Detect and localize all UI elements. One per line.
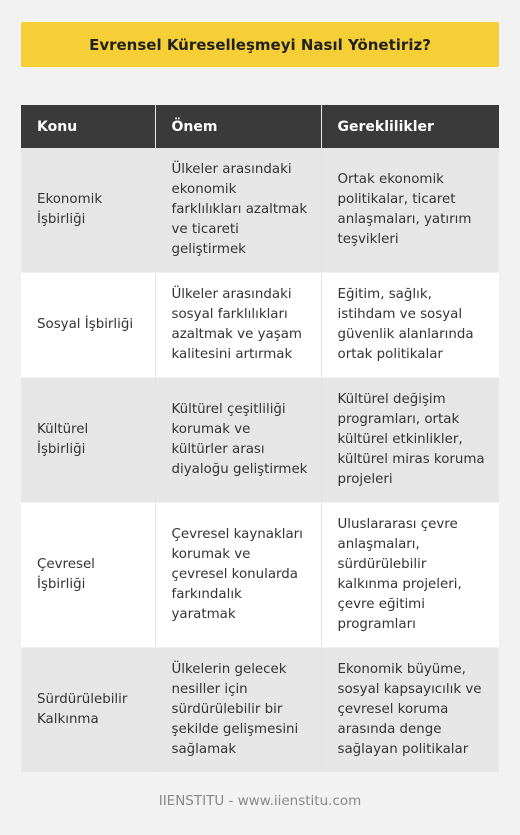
topic-cell: Sosyal İşbirliği (21, 273, 155, 378)
requirements-cell: Eğitim, sağlık, istihdam ve sosyal güvenlik alanlarında ortak politikalar (321, 273, 499, 378)
table-header-row (21, 105, 499, 148)
importance-cell: Ülkeler arasındaki ekonomik farklılıkları azaltmak ve ticareti geliştirmek (155, 148, 321, 273)
importance-cell: Çevresel kaynakları korumak ve çevresel konularda farkındalık yaratmak (155, 503, 321, 648)
requirements-cell: Ekonomik büyüme, sosyal kapsayıcılık ve çevresel koruma arasında denge sağlayan politikalar (321, 648, 499, 773)
topic-cell: Ekonomik İşbirliği (21, 148, 155, 273)
column-header-requirements: Gereklilikler (321, 105, 499, 148)
topic-cell: Çevresel İşbirliği (21, 503, 155, 648)
importance-cell: Ülkeler arasındaki sosyal farklılıkları azaltmak ve yaşam kalitesini artırmak (155, 273, 321, 378)
table-row (21, 273, 499, 378)
table-row (21, 148, 499, 273)
column-header-topic: Konu (21, 105, 155, 148)
comparison-table (21, 105, 499, 773)
page-title: Evrensel Küreselleşmeyi Nasıl Yönetiriz? (21, 22, 499, 67)
table-row (21, 503, 499, 648)
table-row (21, 648, 499, 773)
table-row (21, 378, 499, 503)
requirements-cell: Ortak ekonomik politikalar, ticaret anlaşmaları, yatırım teşvikleri (321, 148, 499, 273)
requirements-cell: Uluslararası çevre anlaşmaları, sürdürülebilir kalkınma projeleri, çevre eğitimi programları (321, 503, 499, 648)
column-header-importance: Önem (155, 105, 321, 148)
importance-cell: Kültürel çeşitliliği korumak ve kültürler arası diyaloğu geliştirmek (155, 378, 321, 503)
importance-cell: Ülkelerin gelecek nesiller için sürdürülebilir bir şekilde gelişmesini sağlamak (155, 648, 321, 773)
requirements-cell: Kültürel değişim programları, ortak kültürel etkinlikler, kültürel miras koruma projeleri (321, 378, 499, 503)
topic-cell: Kültürel İşbirliği (21, 378, 155, 503)
topic-cell: Sürdürülebilir Kalkınma (21, 648, 155, 773)
footer-credit: IIENSTITU - www.iienstitu.com (158, 793, 362, 809)
